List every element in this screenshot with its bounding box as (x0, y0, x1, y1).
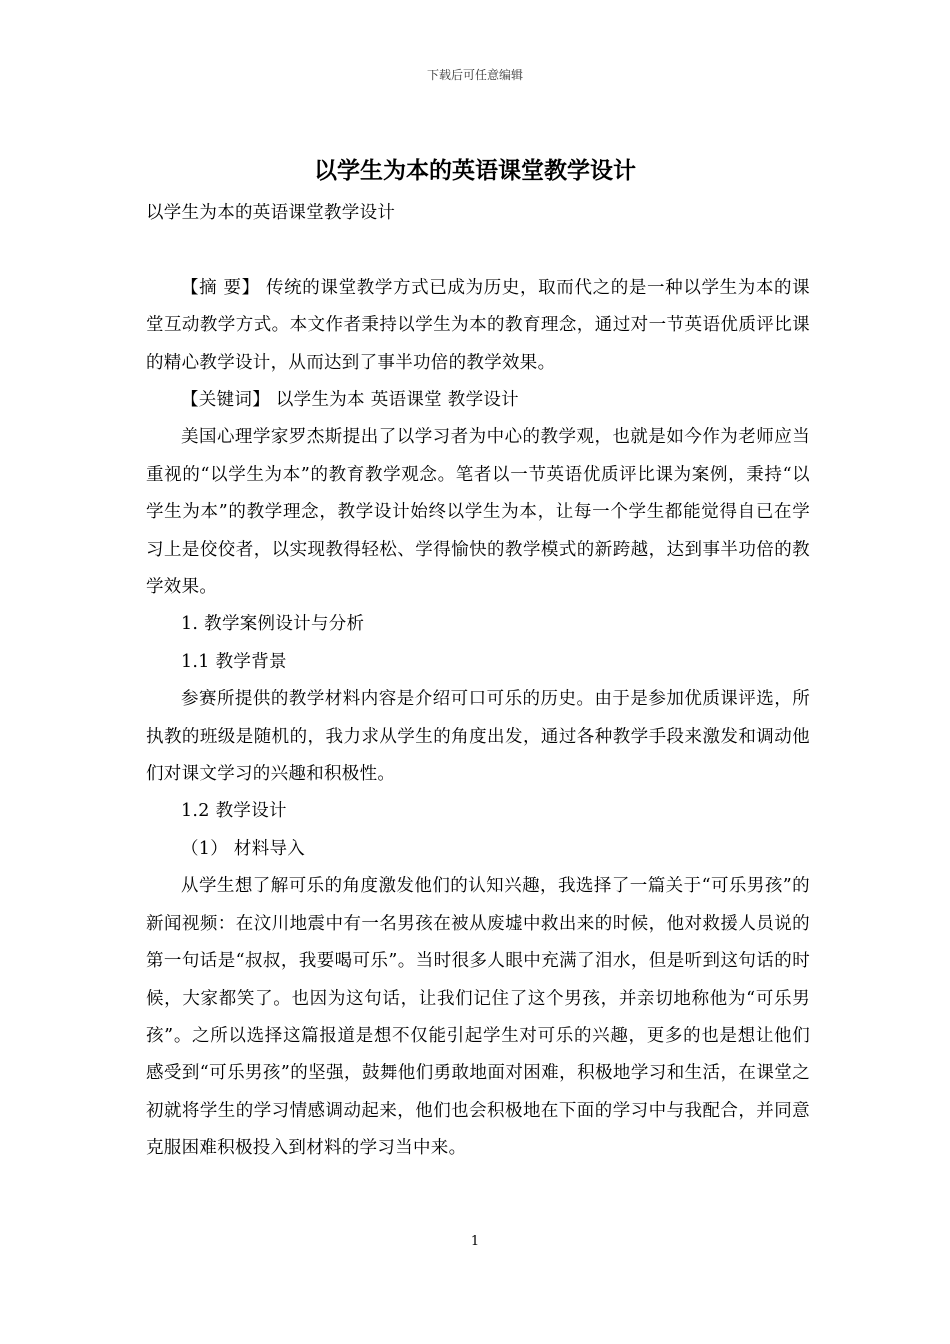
intro-paragraph: 美国心理学家罗杰斯提出了以学习者为中心的教学观，也就是如今作为老师应当重视的“以学生为本”的教育教学观念。笔者以一节英语优质评比课为案例，秉持“以学生为本”的教学理念，教学设计始终以学生为本，让每一个学生都能觉得自已在学习上是佼佼者，以实现教得轻松、学得愉快的教学模式的新跨越，达到事半功倍的教学效果。 (146, 427, 810, 598)
page-number: 1 (470, 1234, 480, 1249)
document-body (146, 195, 810, 1168)
document-title: 以学生为本的英语课堂教学设计 (314, 158, 636, 184)
keywords-paragraph: 【关键词】 以学生为本 英语课堂 教学设计 (181, 390, 519, 411)
section-1-1-heading: 1.1 教学背景 (181, 651, 287, 672)
header-note: 下载后可任意编辑 (426, 68, 523, 82)
section-1-2-heading: 1.2 教学设计 (181, 801, 287, 822)
subsection-1-heading: （1） 材料导入 (181, 838, 306, 859)
blank-line (146, 232, 810, 269)
abstract-paragraph: 【摘 要】 传统的课堂教学方式已成为历史，取而代之的是一种以学生为本的课堂互动教学方式。本文作者秉持以学生为本的教育理念，通过对一节英语优质评比课的精心教学设计，从而达到了事半功倍的教学效果。 (146, 277, 810, 373)
section-1-heading: 1. 教学案例设计与分析 (181, 614, 365, 635)
subsection-1-paragraph: 从学生想了解可乐的角度激发他们的认知兴趣，我选择了一篇关于“可乐男孩”的新闻视频：在汶川地震中有一名男孩在被从废墟中救出来的时候，他对救援人员说的第一句话是“叔叔，我要喝可乐”。当时很多人眼中充满了泪水，但是听到这句话的时候，大家都笑了。也因为这句话，让我们记住了这个男孩，并亲切地称他为“可乐男孩”。之所以选择这篇报道是想不仅能引起学生对可乐的兴趣，更多的也是想让他们感受到“可乐男孩”的坚强，鼓舞他们勇敢地面对困难，积极地学习和生活，在课堂之初就将学生的学习情感调动起来，他们也会积极地在下面的学习中与我配合，并同意克服困难积极投入到材料的学习当中来。 (146, 876, 810, 1159)
section-1-1-paragraph: 参赛所提供的教学材料内容是介绍可口可乐的历史。由于是参加优质课评选，所执教的班级是随机的，我力求从学生的角度出发，通过各种教学手段来激发和调动他们对课文学习的兴趣和积极性。 (146, 689, 810, 785)
document-subtitle: 以学生为本的英语课堂教学设计 (146, 203, 396, 223)
